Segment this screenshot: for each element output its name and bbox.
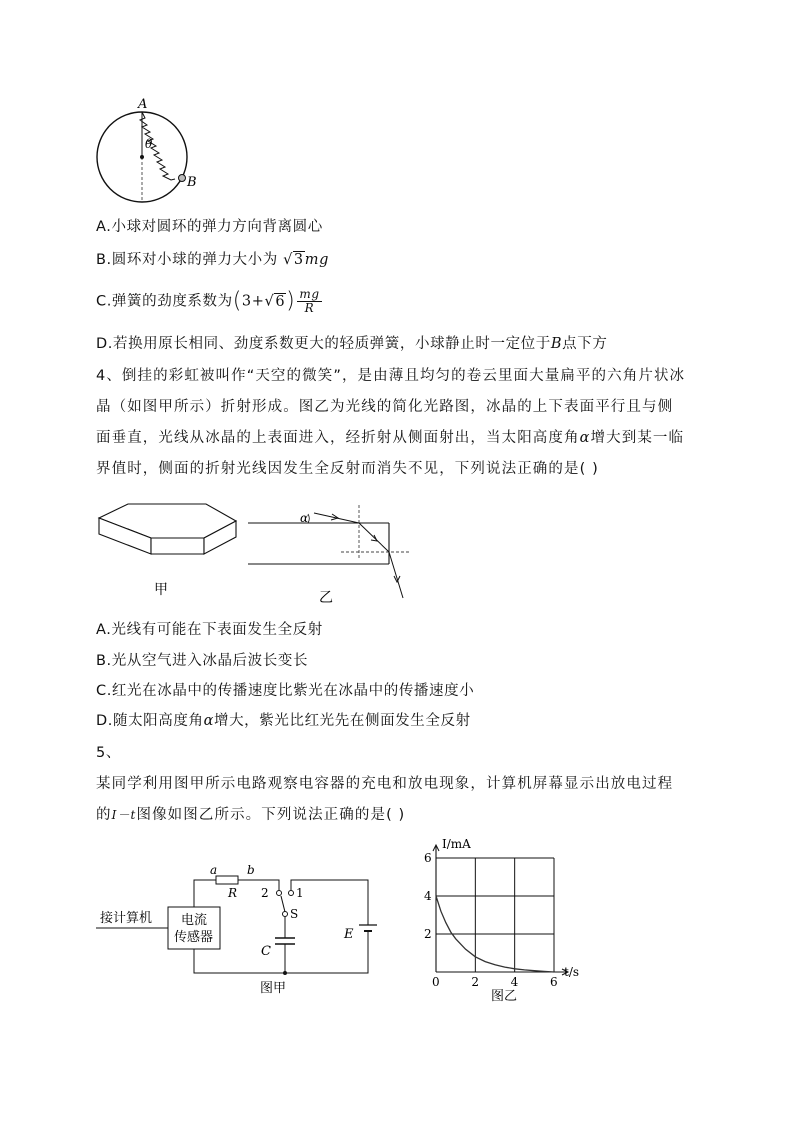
terminal-2 <box>277 891 282 896</box>
q5-line-2 <box>96 805 405 825</box>
q4-option-b: B.光从空气进入冰晶后波长变长 <box>96 653 309 669</box>
label-1: 1 <box>296 886 304 900</box>
circle-spring-figure <box>96 96 196 206</box>
q3-option-d-text-a: D.若换用原长相同、劲度系数更大的轻质弹簧，小球静止时一定位于 <box>96 336 551 352</box>
center-dot <box>140 155 144 159</box>
sensor-label-1: 电流 <box>181 913 208 928</box>
q4-option-d-b: 增大，紫光比红光先在侧面发生全反射 <box>213 713 471 729</box>
ball <box>179 175 186 182</box>
x-tick-label: 2 <box>471 975 479 989</box>
label-S: S <box>290 907 299 921</box>
q3-option-b-text: B.圆环对小球的弹力大小为 <box>96 252 278 268</box>
ice-crystal-figure <box>96 496 246 606</box>
x-axis-label: t/s <box>564 965 580 979</box>
label-jia: 甲 <box>154 582 168 598</box>
fraction-denominator: R <box>304 301 315 315</box>
q5-line-1: 某同学利用图甲所示电路观察电容器的充电和放电现象，计算机屏幕显示出放电过程 <box>96 776 674 792</box>
label-C: C <box>261 944 271 959</box>
sqrt-6-radicand: 6 <box>275 293 286 310</box>
q3-option-c-expr: 3+ <box>241 293 265 310</box>
label-theta: θ <box>145 137 153 151</box>
wire-to-switch <box>238 880 279 890</box>
q3-option-b <box>96 250 329 270</box>
label-yi: 乙 <box>319 590 333 606</box>
terminal-1 <box>289 891 294 896</box>
label-alpha: α <box>300 511 309 525</box>
q5-i-t: I－t <box>111 808 137 822</box>
x-tick-label: 0 <box>432 975 440 989</box>
q4-line-1: 4、倒挂的彩虹被叫作“天空的微笑”，是由薄且均匀的卷云里面大量扁平的六角片状冰 <box>96 368 686 384</box>
q4-option-d <box>96 711 471 731</box>
label-b: b <box>247 863 255 877</box>
paren-open: ( <box>232 288 242 314</box>
label-E: E <box>344 927 354 942</box>
q4-option-d-alpha: α <box>203 713 214 729</box>
label-A: A <box>138 97 148 112</box>
q5-line-2b: 图像如图乙所示。下列说法正确的是( ) <box>136 807 406 823</box>
label-a: a <box>210 863 218 877</box>
q4-option-c: C.红光在冰晶中的传播速度比紫光在冰晶中的传播速度小 <box>96 683 475 699</box>
light-path-figure <box>246 500 416 605</box>
angle-arc <box>308 514 309 523</box>
chart-axes <box>433 845 568 975</box>
q3-option-a: A.小球对圆环的弹力方向背离圆心 <box>96 219 323 235</box>
caption-jia: 图甲 <box>260 981 287 996</box>
q3-option-b-mg: mg <box>304 252 329 268</box>
q5-line-2a: 的 <box>96 807 112 823</box>
label-R: R <box>228 886 238 900</box>
crystal-front-face-2 <box>151 538 204 554</box>
x-tick-label: 4 <box>510 975 519 989</box>
switch-pivot <box>283 912 288 917</box>
q3-option-d-b: B <box>550 336 563 352</box>
wire-top-left <box>194 880 216 907</box>
sqrt-3-radicand: 3 <box>293 252 304 268</box>
y-tick-label: 4 <box>424 889 432 903</box>
caption-yi: 图乙 <box>491 989 518 1004</box>
q4-line-3a: 面垂直，光线从冰晶的上表面进入，经折射从侧面射出，当太阳高度角 <box>96 430 580 446</box>
switch-blade <box>281 896 285 912</box>
y-axis-label: I/mA <box>442 837 471 851</box>
q4-line-3 <box>96 428 684 448</box>
i-t-chart <box>410 830 590 1005</box>
q3-option-d <box>96 334 607 354</box>
sensor-label-2: 传感器 <box>174 930 214 945</box>
chart-grid <box>436 858 554 972</box>
q4-alpha: α <box>579 430 591 446</box>
q4-line-2: 晶（如图甲所示）折射形成。图乙为光线的简化光路图，冰晶的上下表面平行且与侧 <box>96 399 674 415</box>
refracted-ray <box>359 523 389 552</box>
q4-line-3b: 增大到某一临 <box>590 430 685 446</box>
q5-number: 5、 <box>96 745 121 761</box>
circuit-figure <box>96 860 396 1000</box>
resistor-R <box>216 876 238 884</box>
q4-line-4: 界值时，侧面的折射光线因发生全反射而消失不见，下列说法正确的是( ) <box>96 461 599 477</box>
x-tick-label: 6 <box>550 975 558 989</box>
paren-close: ) <box>286 288 296 314</box>
emergent-ray <box>389 552 403 598</box>
sqrt-6: √6 <box>264 293 286 310</box>
label-2: 2 <box>261 886 269 900</box>
label-B: B <box>187 175 197 190</box>
y-tick-label: 2 <box>424 927 432 941</box>
fraction-mg-over-r <box>297 288 321 315</box>
y-tick-label: 6 <box>424 851 432 865</box>
q3-option-c <box>96 288 322 315</box>
junction-dot <box>283 971 287 975</box>
sqrt-3: √3 <box>283 252 304 268</box>
computer-label: 接计算机 <box>100 911 153 926</box>
q4-option-a: A.光线有可能在下表面发生全反射 <box>96 622 323 638</box>
fraction-numerator: mg <box>299 287 320 301</box>
q3-option-c-text: C.弹簧的劲度系数为 <box>96 293 233 310</box>
q4-option-d-a: D.随太阳高度角 <box>96 713 204 729</box>
q3-option-d-text-b: 点下方 <box>562 336 608 352</box>
